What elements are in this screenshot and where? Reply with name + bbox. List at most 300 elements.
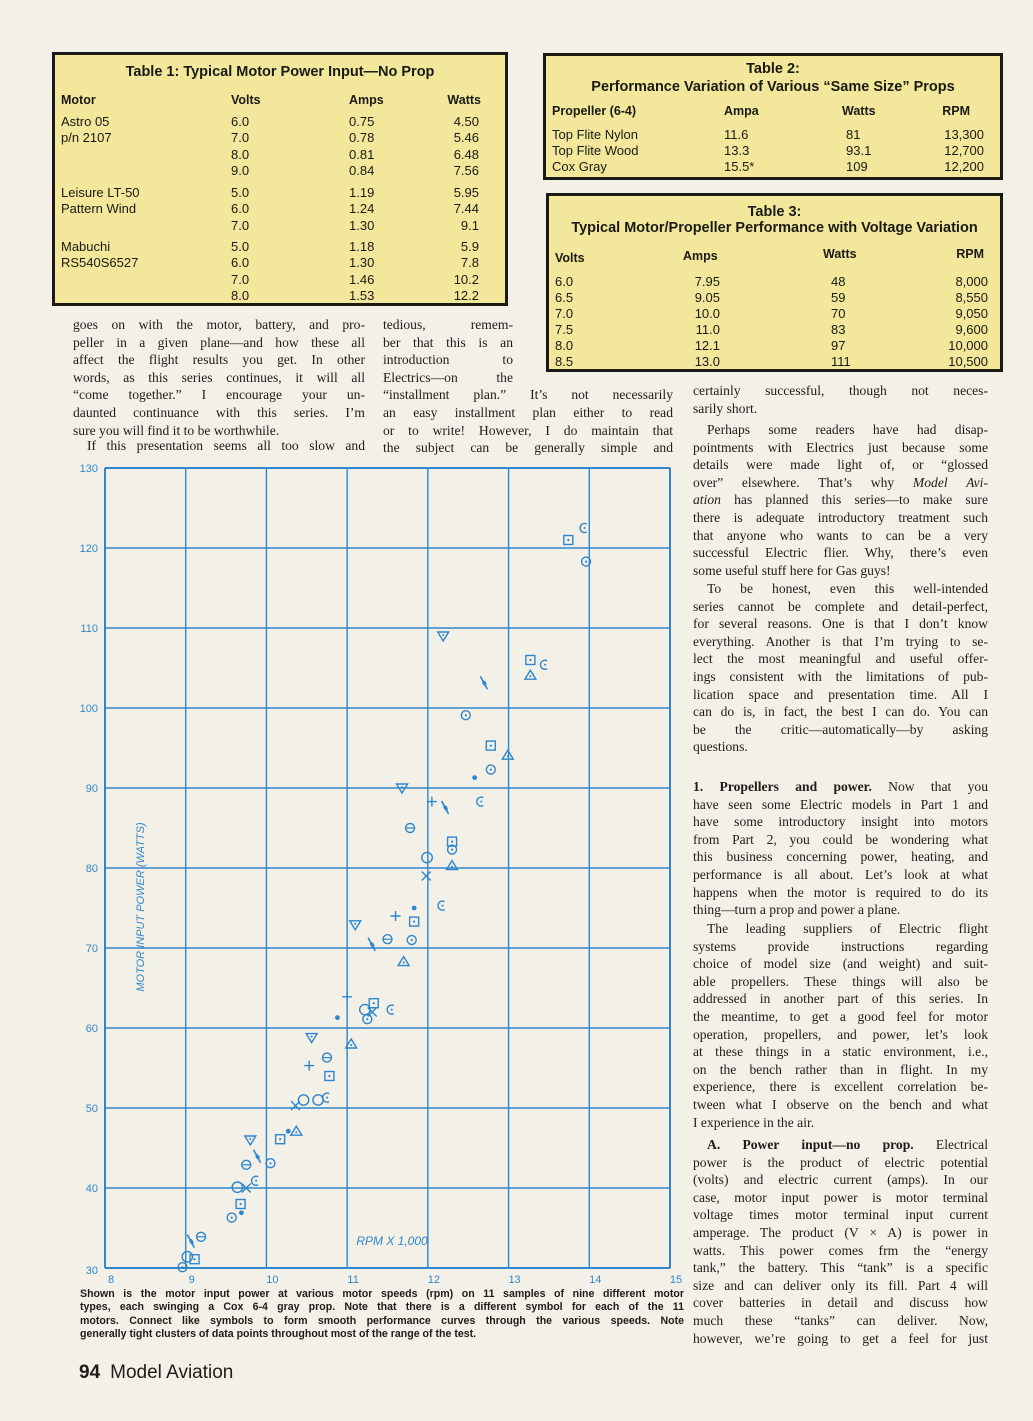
data-point	[461, 711, 470, 720]
caption-line: types, each swinging a Cox 6-4 gray prop. Note that there is a different symbol for each of the 11	[80, 1301, 684, 1314]
data-point	[291, 1101, 300, 1110]
data-point	[236, 1200, 245, 1209]
watts-cell: 70	[831, 306, 846, 321]
data-point	[306, 1034, 317, 1043]
data-point	[383, 935, 392, 944]
dot-marker	[239, 1210, 244, 1215]
text-line: operation, propellers, and power, let’s look	[693, 1026, 988, 1042]
amps-cell: 13.3	[724, 143, 750, 158]
data-point	[325, 1072, 334, 1081]
series-plus	[304, 797, 437, 1071]
text-line: voltage times motor terminal input current	[693, 1207, 988, 1223]
text-line: tank,” the battery. This “tank” is a specific	[693, 1260, 988, 1276]
rpm-cell: 8,550	[955, 290, 988, 305]
y-tick-label: 50	[85, 1103, 98, 1115]
text-line: case, motor input power is motor terminal	[693, 1189, 988, 1205]
triangle-up-marker	[291, 1126, 302, 1135]
text-line: 1. Propellers and power. Now that you	[693, 779, 988, 794]
motor-name: Pattern Wind	[61, 201, 137, 217]
text-line: be the critic—automatically—by asking	[693, 721, 988, 737]
data-point	[580, 524, 587, 533]
data-point	[407, 936, 416, 945]
data-point	[564, 536, 573, 545]
amps-cell: 1.24	[349, 201, 375, 217]
amps-cell: 9.05	[694, 290, 720, 305]
volts-cell: 8.0	[555, 338, 574, 353]
motor-name: Leisure LT-50	[61, 185, 140, 200]
x-marker	[422, 872, 431, 881]
caption-line: generally tight clusters of data points throughout most of the range of the test.	[80, 1328, 477, 1341]
watts-cell: 59	[831, 290, 846, 305]
data-point	[438, 632, 449, 641]
table-2-subtitle: Performance Variation of Various “Same Size” Props	[591, 79, 955, 95]
text-line: “come together.” I encourage your un-	[73, 387, 365, 403]
text-line: pointments with Electrics just because some	[693, 439, 988, 455]
crescent-marker	[252, 1176, 259, 1185]
watts-cell: 97	[831, 338, 846, 353]
series-triangle-up	[291, 670, 536, 1135]
data-point	[227, 1213, 236, 1222]
data-point	[387, 1005, 394, 1014]
text-line: (volts) and electric current (amps). In our	[693, 1172, 988, 1188]
rpm-cell: 12,200	[944, 159, 984, 174]
data-point	[350, 921, 361, 930]
crescent-marker	[387, 1005, 394, 1014]
data-point	[438, 901, 445, 910]
data-point	[525, 670, 536, 679]
triangle-up-marker	[502, 750, 513, 759]
text-line: amperage. The product (V × A) is power in	[693, 1224, 988, 1240]
text-line: A. Power input—no prop. Electrical	[707, 1137, 988, 1152]
motor-name: Mabuchi	[61, 239, 111, 254]
plus-marker	[391, 911, 401, 921]
watts-cell: 81	[846, 127, 861, 142]
text-line: details were made light of, or “glossed	[693, 457, 988, 473]
x-tick-label: 15	[669, 1274, 683, 1286]
text-line: Electrics—on the	[383, 369, 513, 385]
amps-cell: 1.46	[349, 271, 375, 287]
caption-line: Shown is the motor input power at various motor speeds (rpm) on 11 samples of nine different motor	[80, 1288, 684, 1300]
series-feather	[187, 676, 487, 1247]
text-line: ings consistent with the limitations of pub-	[693, 668, 988, 684]
volts-cell: 9.0	[231, 162, 250, 178]
amps-cell: 0.78	[349, 130, 375, 146]
data-point	[412, 906, 417, 911]
text-line: ber that this is an	[383, 334, 513, 350]
data-point	[410, 917, 419, 926]
data-point	[342, 992, 352, 1002]
triangle-up-marker	[398, 957, 409, 966]
data-point	[526, 656, 535, 665]
series-barred-circle	[197, 824, 415, 1242]
y-tick-label: 70	[85, 943, 98, 955]
triangle-down-marker	[245, 1136, 256, 1145]
page-footer	[79, 1362, 233, 1384]
marker-dot	[529, 659, 531, 661]
data-point	[276, 1135, 285, 1144]
y-tick-label: 120	[79, 543, 98, 555]
y-tick-label: 30	[85, 1265, 98, 1277]
x-axis-label: RPM X 1,000	[356, 1234, 428, 1248]
data-point	[472, 775, 477, 780]
data-point	[541, 660, 548, 669]
marker-dot	[451, 841, 453, 843]
rpm-cell: 12,700	[944, 143, 984, 158]
text-line: “installment plan.” It’s not necessarily	[383, 387, 673, 403]
watts-cell: 93.1	[846, 143, 872, 158]
marker-dot	[311, 1036, 313, 1038]
page-number: 94	[79, 1362, 101, 1383]
volts-cell: 6.5	[555, 290, 574, 305]
motor-name: RS540S6527	[61, 255, 139, 271]
marker-dot	[442, 634, 444, 636]
data-point	[252, 1176, 259, 1185]
data-point	[442, 801, 449, 814]
x-tick-label: 12	[427, 1274, 440, 1286]
volts-cell: 7.0	[231, 130, 250, 146]
crescent-marker	[477, 797, 484, 806]
run-in-heading: 1. Propellers and power.	[693, 779, 872, 794]
volts-cell: 5.0	[231, 185, 250, 200]
text-line: or to write! However, I do maintain that	[383, 422, 673, 438]
open-circle-marker	[182, 1252, 192, 1262]
marker-dot	[350, 1044, 352, 1046]
text-line: cover batteries in detail and discuss how	[693, 1295, 988, 1311]
open-circle-marker	[422, 852, 432, 862]
y-tick-label: 130	[79, 463, 98, 475]
marker-dot	[465, 714, 467, 716]
text-line: lication space and presentation time. All I	[693, 686, 988, 702]
y-tick-label: 110	[80, 623, 98, 635]
text-line: some useful stuff here for Gas guys!	[693, 562, 891, 578]
amps-cell: 1.53	[349, 287, 375, 303]
data-point	[245, 1136, 256, 1145]
dot-marker	[286, 1129, 291, 1134]
marker-dot	[442, 905, 444, 907]
data-point	[422, 852, 432, 862]
marker-dot	[529, 675, 531, 677]
text-line: goes on with the motor, battery, and pro-	[73, 317, 365, 332]
x-tick-label: 8	[107, 1274, 115, 1286]
marker-dot	[490, 745, 492, 747]
marker-dot	[391, 1009, 393, 1011]
table-1-title: Table 1: Typical Motor Power Input—No Prop	[125, 64, 435, 80]
run-in-heading: A. Power input—no prop.	[707, 1137, 914, 1152]
series-x	[242, 872, 431, 1193]
marker-dot	[490, 769, 492, 771]
text-line: tween what I observe on the bench and what	[693, 1096, 988, 1112]
volts-cell: 7.0	[231, 271, 250, 287]
volts-cell: 8.0	[231, 287, 250, 303]
column-header: Volts	[231, 93, 261, 107]
marker-dot	[269, 1162, 271, 1164]
series-dot	[239, 775, 477, 1215]
watts-cell: 48	[831, 274, 846, 289]
text-line: happens when the motor is required to do its	[693, 884, 988, 900]
watts-cell: 7.44	[453, 201, 479, 217]
rpm-cell: 10,000	[948, 338, 988, 353]
column-header: Amps	[349, 93, 384, 107]
y-axis-label: MOTOR INPUT POWER (WATTS)	[135, 822, 147, 992]
amps-cell: 0.75	[349, 114, 375, 129]
data-point	[486, 741, 495, 750]
data-point	[298, 1095, 308, 1105]
watts-cell: 7.8	[460, 255, 479, 271]
x-tick-label: 14	[589, 1274, 602, 1286]
marker-dot	[411, 939, 413, 941]
text-line: I experience in the air.	[693, 1114, 815, 1130]
y-tick-label: 90	[85, 783, 98, 795]
text-line: sarily short.	[693, 400, 758, 416]
amps-cell: 13.0	[694, 354, 720, 369]
column-header: Propeller (6-4)	[552, 104, 637, 118]
text-line: that anyone who wants to can be a very	[693, 527, 988, 543]
watts-cell: 5.9	[460, 239, 479, 254]
text-line: able propellers. These things will also be	[693, 973, 988, 989]
marker-dot	[507, 755, 509, 757]
plus-marker	[342, 992, 352, 1002]
rpm-cell: 8,000	[955, 274, 988, 289]
text-line: lect the most meaningful and useful offer-	[693, 651, 988, 667]
amps-cell: 7.95	[694, 274, 720, 289]
data-point	[480, 676, 487, 689]
column-header: Amps	[683, 249, 718, 263]
amps-cell: 15.5*	[724, 159, 755, 174]
watts-cell: 111	[831, 354, 851, 369]
marker-dot	[373, 1002, 375, 1004]
data-point	[286, 1129, 291, 1134]
text-line: If this presentation seems all too slow and	[87, 438, 365, 453]
marker-dot	[567, 539, 569, 541]
watts-cell: 4.50	[453, 114, 479, 129]
open-circle-marker	[298, 1095, 308, 1105]
text-line: series cannot be complete and detail-perfect,	[693, 598, 988, 614]
y-tick-label: 100	[79, 703, 98, 715]
triangle-down-marker	[306, 1034, 317, 1043]
y-tick-label: 60	[85, 1023, 98, 1035]
marker-dot	[401, 786, 403, 788]
marker-dot	[279, 1138, 281, 1140]
text-line: the meantime, to get a good feel for motor	[693, 1008, 988, 1024]
text-line: successful Electric flier. Why, there’s even	[693, 545, 988, 561]
text-line: however, we’re going to get a feel for just	[693, 1330, 988, 1346]
data-point	[187, 1235, 194, 1248]
watts-cell: 7.56	[453, 162, 479, 178]
marker-dot	[231, 1217, 233, 1219]
text-line: performance is all about. Let’s look at what	[693, 866, 988, 882]
marker-dot	[193, 1258, 195, 1260]
rpm-cell: 13,300	[944, 127, 984, 142]
open-circle-marker	[232, 1182, 242, 1192]
text-line: for several reasons. One is that I don’t know	[693, 616, 988, 632]
watts-cell: 10.2	[453, 271, 479, 287]
text-line: much these “tanks” can deliver. Now,	[693, 1312, 988, 1328]
data-point	[369, 999, 378, 1008]
data-point	[502, 750, 513, 759]
amps-cell: 1.30	[349, 217, 375, 233]
table-3-subtitle: Typical Motor/Propeller Performance with Voltage Variation	[571, 220, 978, 236]
amps-cell: 12.1	[694, 338, 720, 353]
data-point	[398, 957, 409, 966]
text-line: addressed in another part of this series. In	[693, 991, 988, 1007]
propeller-name: Top Flite Nylon	[552, 127, 638, 142]
text-line: over” elsewhere. That’s why Model Avi-	[693, 474, 988, 490]
x-tick-label: 11	[347, 1274, 359, 1286]
propeller-name: Top Flite Wood	[552, 143, 639, 158]
column-header: Watts	[447, 93, 481, 107]
crescent-marker	[438, 901, 445, 910]
magazine-name: Model Aviation	[110, 1362, 234, 1383]
table-2-title: Table 2:	[746, 61, 800, 77]
data-point	[360, 1004, 370, 1014]
text-line: The leading suppliers of Electric flight	[707, 921, 988, 936]
marker-dot	[354, 923, 356, 925]
text-line: on the bench rather than in flight. In my	[693, 1061, 988, 1077]
volts-cell: 6.0	[231, 255, 250, 271]
data-point	[335, 1015, 340, 1020]
column-header: Watts	[842, 104, 876, 118]
text-line: this business concerning power, heating, and	[693, 849, 988, 865]
marker-dot	[249, 1138, 251, 1140]
watts-cell: 5.46	[453, 130, 479, 146]
triangle-up-marker	[525, 670, 536, 679]
marker-dot	[544, 664, 546, 666]
text-line: at these things in a static environment, i.e.,	[693, 1044, 988, 1060]
volts-cell: 7.0	[231, 217, 250, 233]
marker-dot	[451, 849, 453, 851]
marker-dot	[480, 801, 482, 803]
text-line: words, as this series continues, it will all	[73, 369, 365, 385]
open-circle-marker	[360, 1004, 370, 1014]
column-header: RPM	[956, 247, 984, 261]
rpm-cell: 10,500	[948, 354, 988, 369]
series-square	[190, 536, 573, 1264]
marker-dot	[366, 1018, 368, 1020]
volts-cell: 8.0	[231, 146, 250, 162]
rpm-cell: 9,050	[955, 306, 988, 321]
triangle-down-marker	[350, 921, 361, 930]
marker-dot	[181, 1266, 183, 1268]
watts-cell: 6.48	[453, 146, 479, 162]
volts-cell: 8.5	[555, 354, 574, 369]
text-line: certainly successful, though not neces-	[693, 383, 988, 398]
data-point	[197, 1232, 206, 1241]
text-line: peller in a given plane—and how these all	[73, 334, 365, 350]
y-tick-label: 80	[85, 863, 98, 875]
marker-dot	[326, 1097, 328, 1099]
amps-cell: 11.6	[724, 127, 749, 142]
text-line: sure you will find it to be worthwhile.	[73, 422, 280, 438]
text-line: choice of model size (and weight) and suit-	[693, 956, 988, 972]
dot-marker	[472, 775, 477, 780]
watts-cell: 12.2	[453, 287, 479, 303]
column-header: Volts	[555, 251, 585, 265]
column-header: Motor	[61, 93, 96, 107]
caption-line: motors. Connect like symbols to form smooth performance curves through the various speeds. Note	[80, 1314, 684, 1327]
text-line: daunted continuance with this series. I’m	[73, 404, 365, 420]
text-line: affect the flight results you get. In other	[73, 352, 365, 368]
marker-dot	[403, 962, 405, 964]
marker-dot	[413, 921, 415, 923]
data-point	[391, 911, 401, 921]
marker-dot	[451, 866, 453, 868]
text-line: ation has planned this series—to make sure	[693, 492, 988, 508]
text-line: everything. Another is that I’m trying to se-	[693, 633, 988, 649]
column-header: Ampa	[724, 104, 759, 118]
rpm-cell: 9,600	[955, 322, 988, 337]
marker-dot	[328, 1075, 330, 1077]
plus-marker	[304, 1061, 314, 1071]
column-header: RPM	[942, 104, 970, 118]
motor-name: Astro 05	[61, 114, 110, 129]
watts-cell: 109	[846, 159, 868, 174]
text-line: can do is, in fact, the best I can do. You can	[693, 704, 988, 720]
series-crescent	[252, 524, 587, 1186]
text-line: questions.	[693, 739, 748, 755]
open-circle-marker	[313, 1095, 323, 1105]
text-line: size and can deliver only its fill. Part 4 will	[693, 1277, 988, 1293]
crescent-marker	[580, 524, 587, 533]
watts-cell: 83	[831, 322, 846, 337]
amps-cell: 10.0	[694, 306, 720, 321]
text-line: experience, there is excellent correlation be-	[693, 1079, 988, 1095]
data-point	[182, 1252, 192, 1262]
text-line: have some introductory insight into motors	[693, 814, 988, 830]
text-line: the subject can be generally simple and	[383, 440, 673, 456]
text-line: systems provide instructions regarding	[693, 938, 988, 954]
marker-dot	[255, 1180, 257, 1182]
data-point	[304, 1061, 314, 1071]
amps-cell: 1.19	[349, 185, 375, 200]
data-point	[313, 1095, 323, 1105]
data-point	[232, 1182, 242, 1192]
text-line: watts. This power comes frm the “energy	[693, 1242, 988, 1258]
marker-dot	[240, 1203, 242, 1205]
text-line: introduction to	[383, 352, 513, 368]
data-point	[266, 1159, 275, 1168]
crescent-marker	[541, 660, 548, 669]
table-3-title: Table 3:	[747, 204, 802, 220]
y-tick-label: 40	[85, 1183, 98, 1195]
volts-cell: 6.0	[231, 114, 250, 129]
data-point	[477, 797, 484, 806]
text-line: an easy installment plan either to read	[383, 404, 673, 420]
amps-cell: 11.0	[695, 322, 720, 337]
text-line: have seen some Electric models in Part 1 and	[693, 796, 988, 812]
marker-dot	[585, 561, 587, 563]
x-tick-label: 10	[266, 1274, 279, 1286]
volts-cell: 7.0	[555, 306, 574, 321]
text-line: thing—turn a prop and power a plane.	[693, 902, 901, 918]
marker-dot	[584, 527, 586, 529]
series-circle	[182, 852, 432, 1262]
text-line: power is the product of electric potential	[693, 1154, 988, 1170]
volts-cell: 6.0	[231, 201, 250, 217]
amps-cell: 0.81	[349, 146, 375, 162]
data-point	[422, 872, 431, 881]
motor-name: p/n 2107	[61, 130, 112, 146]
amps-cell: 0.84	[349, 162, 375, 178]
volts-cell: 5.0	[231, 239, 250, 254]
x-tick-label: 9	[188, 1274, 195, 1286]
watts-cell: 9.1	[460, 217, 479, 233]
volts-cell: 7.5	[555, 322, 574, 337]
amps-cell: 1.18	[349, 239, 375, 254]
triangle-down-marker	[438, 632, 449, 641]
marker-dot	[295, 1131, 297, 1133]
amps-cell: 1.30	[349, 255, 375, 271]
data-point	[239, 1210, 244, 1215]
